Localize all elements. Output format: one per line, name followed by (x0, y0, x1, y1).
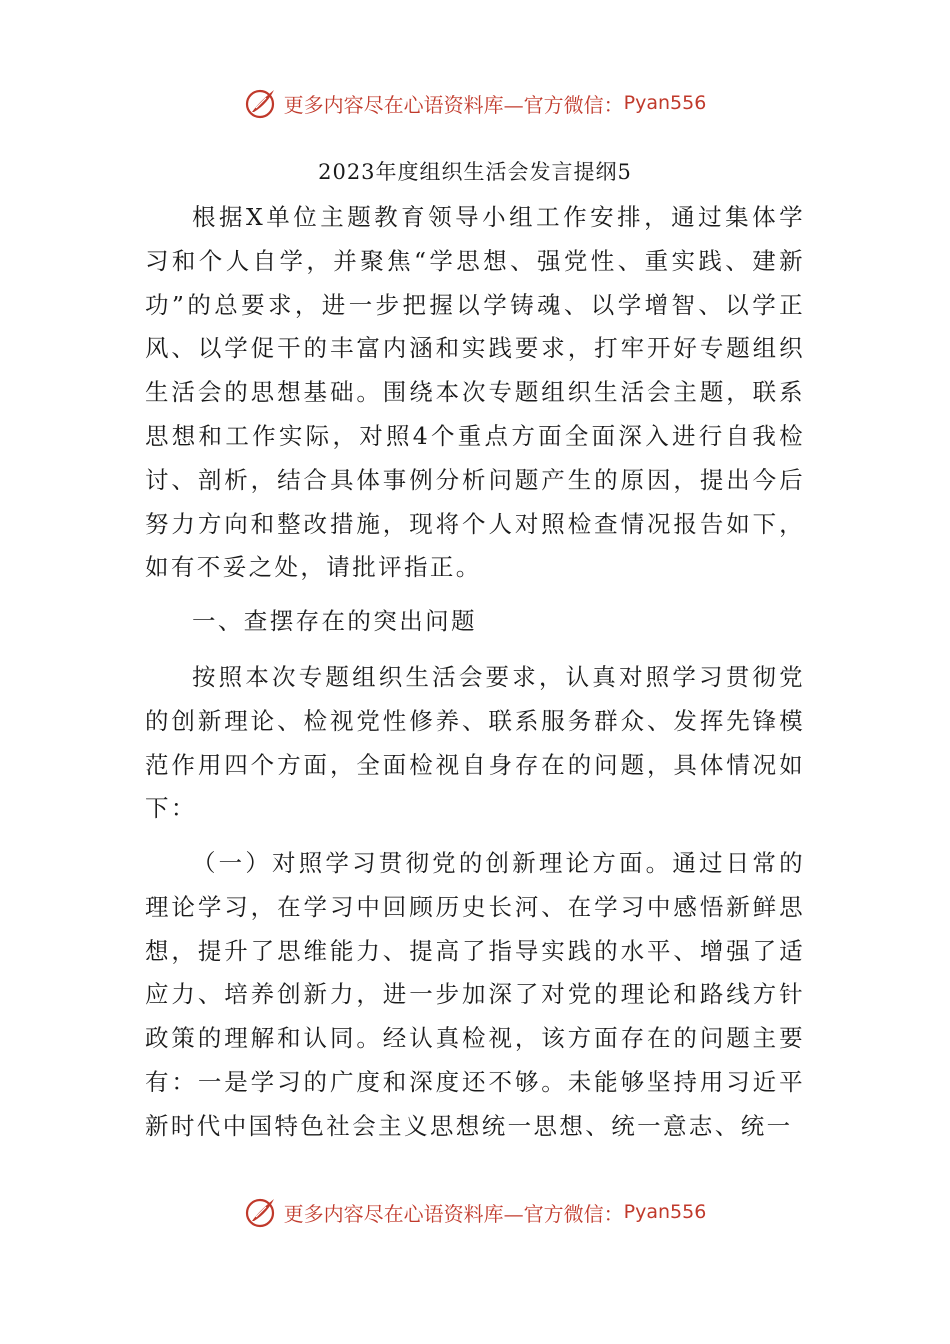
quill-pen-logo-icon (244, 86, 278, 120)
section-intro-block (145, 656, 805, 831)
section-intro-paragraph: 按照本次专题组织生活会要求，认真对照学习贯彻党的创新理论、检视党性修养、联系服务群众、发挥先锋模范作用四个方面，全面检视自身存在的问题，具体情况如下： (145, 663, 805, 823)
document-title: 2023年度组织生活会发言提纲5 (318, 160, 632, 184)
quill-pen-logo-icon (244, 1195, 278, 1229)
watermark-handle: Pyan556 (623, 92, 707, 114)
subsection-paragraph: （一）对照学习贯彻党的创新理论方面。通过日常的理论学习，在学习中回顾历史长河、在学习中感悟新鲜思想，提升了思维能力、提高了指导实践的水平、增强了适应力、培养创新力，进一步加深了对党的理论和路线方针政策的理解和认同。经认真检视，该方面存在的问题主要有：一是学习的广度和深度还不够。未能够坚持用习近平新时代中国特色社会主义思想统一思想、统一意志、统一 (145, 849, 805, 1140)
watermark-banner-bottom (0, 1192, 950, 1232)
watermark-text: 更多内容尽在心语资料库—官方微信： (283, 92, 624, 117)
section-heading-block (145, 600, 805, 644)
watermark-handle: Pyan556 (623, 1201, 707, 1223)
section-heading: 一、查摆存在的突出问题 (192, 607, 477, 635)
watermark-banner-top (0, 83, 950, 123)
watermark-text: 更多内容尽在心语资料库—官方微信： (283, 1201, 624, 1226)
subsection-block (145, 842, 805, 1149)
intro-paragraph-block (145, 196, 805, 590)
intro-paragraph: 根据X单位主题教育领导小组工作安排，通过集体学习和个人自学，并聚焦“学思想、强党性、重实践、建新功”的总要求，进一步把握以学铸魂、以学增智、以学正风、以学促干的丰富内涵和实践要求，打牢开好专题组织生活会的思想基础。围绕本次专题组织生活会主题，联系思想和工作实际，对照4个重点方面全面深入进行自我检讨、剖析，结合具体事例分析问题产生的原因，提出今后努力方向和整改措施，现将个人对照检查情况报告如下，如有不妥之处，请批评指正。 (145, 203, 805, 582)
